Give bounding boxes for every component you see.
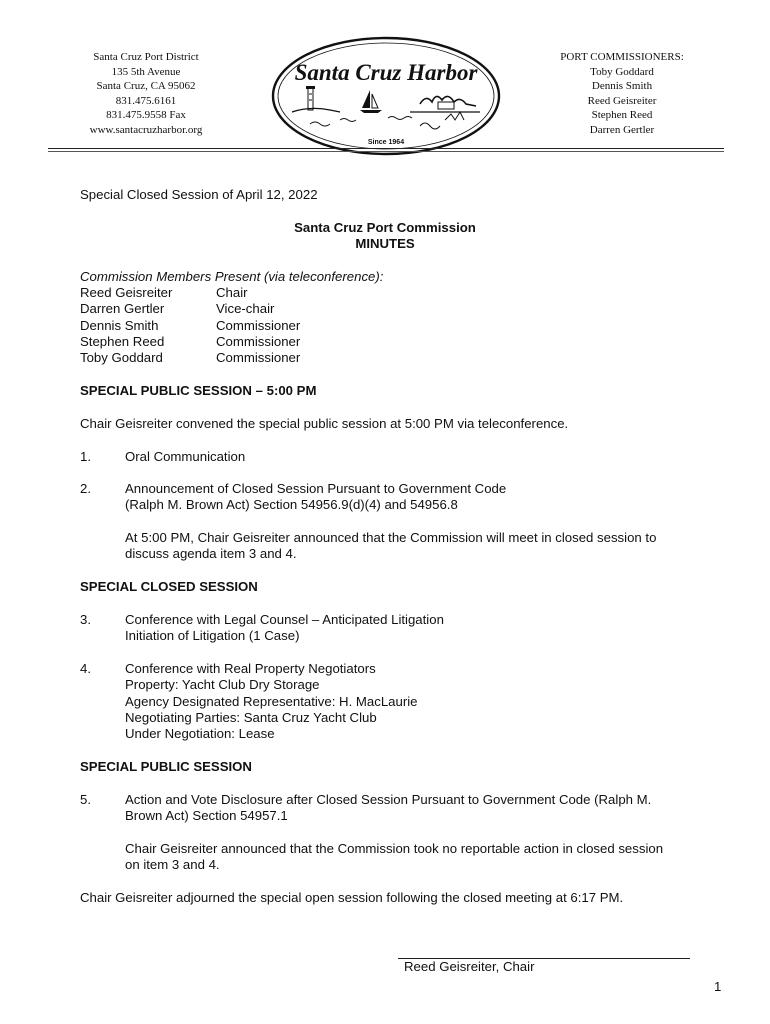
member-role: Chair — [216, 285, 248, 300]
item-number: 4. — [80, 661, 91, 676]
item-5-text — [125, 792, 651, 825]
member-role: Vice-chair — [216, 301, 275, 317]
member-role: Commissioner — [216, 350, 301, 366]
commissioners-block — [552, 50, 692, 138]
district-address-block — [76, 50, 216, 138]
item-line: Announcement of Closed Session Pursuant to Government Code — [125, 481, 507, 496]
item-line: Action and Vote Disclosure after Closed Session Pursuant to Government Code (Ralph M. — [125, 792, 652, 807]
logo-since: Since 1964 — [367, 139, 405, 146]
item-line: Property: Yacht Club Dry Storage — [125, 677, 320, 693]
signature-name: Reed Geisreiter, Chair — [404, 959, 535, 974]
item-line: Negotiating Parties: Santa Cruz Yacht Club — [125, 709, 377, 725]
member-name: Toby Goddard — [80, 350, 163, 366]
item-3-text — [125, 612, 444, 645]
document-title: Santa Cruz Port Commission — [294, 220, 476, 235]
commissioner-name: Stephen Reed — [591, 109, 653, 122]
item-1-text — [125, 449, 245, 465]
district-street: 135 5th Avenue — [111, 65, 181, 78]
commissioner-name: Dennis Smith — [591, 80, 653, 93]
session-line: Special Closed Session of April 12, 2022 — [80, 187, 318, 202]
item-line: Initiation of Litigation (1 Case) — [125, 628, 300, 644]
document-subtitle: MINUTES — [355, 236, 415, 251]
item-5-note — [125, 841, 663, 874]
item-line: (Ralph M. Brown Act) Section 54956.9(d)(4) and 54956.8 — [125, 497, 458, 513]
commissioner-name: Darren Gertler — [589, 123, 655, 136]
item-2-note — [125, 530, 656, 563]
note-line: discuss agenda item 3 and 4. — [125, 546, 297, 562]
district-fax: 831.475.9558 Fax — [106, 109, 186, 122]
convened-text: Chair Geisreiter convened the special public session at 5:00 PM via teleconference. — [80, 416, 569, 431]
members-heading: Commission Members Present (via teleconference): — [80, 269, 384, 284]
santa-cruz-harbor-logo — [270, 34, 502, 158]
note-line: on item 3 and 4. — [125, 857, 220, 873]
item-number: 3. — [80, 612, 91, 627]
commissioners-heading: PORT COMMISSIONERS: — [560, 51, 684, 63]
item-2-text — [125, 481, 506, 514]
note-line: At 5:00 PM, Chair Geisreiter announced that the Commission will meet in closed session to — [125, 530, 657, 545]
district-phone: 831.475.6161 — [115, 94, 177, 107]
member-name: Dennis Smith — [80, 317, 159, 333]
logo-title: Santa Cruz Harbor — [294, 60, 478, 85]
letterhead-divider-thin — [48, 151, 724, 152]
item-number: 2. — [80, 481, 91, 496]
section-heading-public: SPECIAL PUBLIC SESSION – 5:00 PM — [80, 383, 317, 398]
member-name: Reed Geisreiter — [80, 285, 173, 300]
item-number: 1. — [80, 449, 91, 464]
member-row — [80, 350, 300, 366]
member-role: Commissioner — [216, 333, 301, 349]
member-name: Stephen Reed — [80, 333, 165, 349]
item-line: Agency Designated Representative: H. MacLaurie — [125, 693, 418, 709]
member-row — [80, 334, 300, 350]
district-city: Santa Cruz, CA 95062 — [96, 80, 196, 93]
member-role: Commissioner — [216, 317, 301, 333]
member-row — [80, 301, 300, 317]
commissioner-name: Toby Goddard — [590, 65, 654, 78]
item-line: Conference with Real Property Negotiators — [125, 661, 376, 676]
member-name: Darren Gertler — [80, 301, 165, 317]
item-number: 5. — [80, 792, 91, 807]
note-line: Chair Geisreiter announced that the Commission took no reportable action in closed session — [125, 841, 664, 856]
member-row — [80, 318, 300, 334]
members-list — [80, 285, 300, 366]
letterhead-divider — [48, 148, 724, 149]
district-website: www.santacruzharbor.org — [89, 123, 203, 136]
member-row — [80, 285, 300, 301]
item-line: Under Negotiation: Lease — [125, 726, 275, 742]
district-name: Santa Cruz Port District — [93, 51, 199, 63]
section-heading-closed: SPECIAL CLOSED SESSION — [80, 579, 258, 594]
commissioner-name: Reed Geisreiter — [587, 94, 657, 107]
item-4-text — [125, 661, 417, 742]
adjourn-text: Chair Geisreiter adjourned the special open session following the closed meeting at 6:17 PM. — [80, 890, 624, 905]
section-heading-public-2: SPECIAL PUBLIC SESSION — [80, 759, 252, 774]
item-line: Oral Communication — [125, 449, 246, 464]
page-number: 1 — [714, 979, 722, 994]
item-line: Brown Act) Section 54957.1 — [125, 808, 288, 824]
item-line: Conference with Legal Counsel – Anticipated Litigation — [125, 612, 444, 627]
